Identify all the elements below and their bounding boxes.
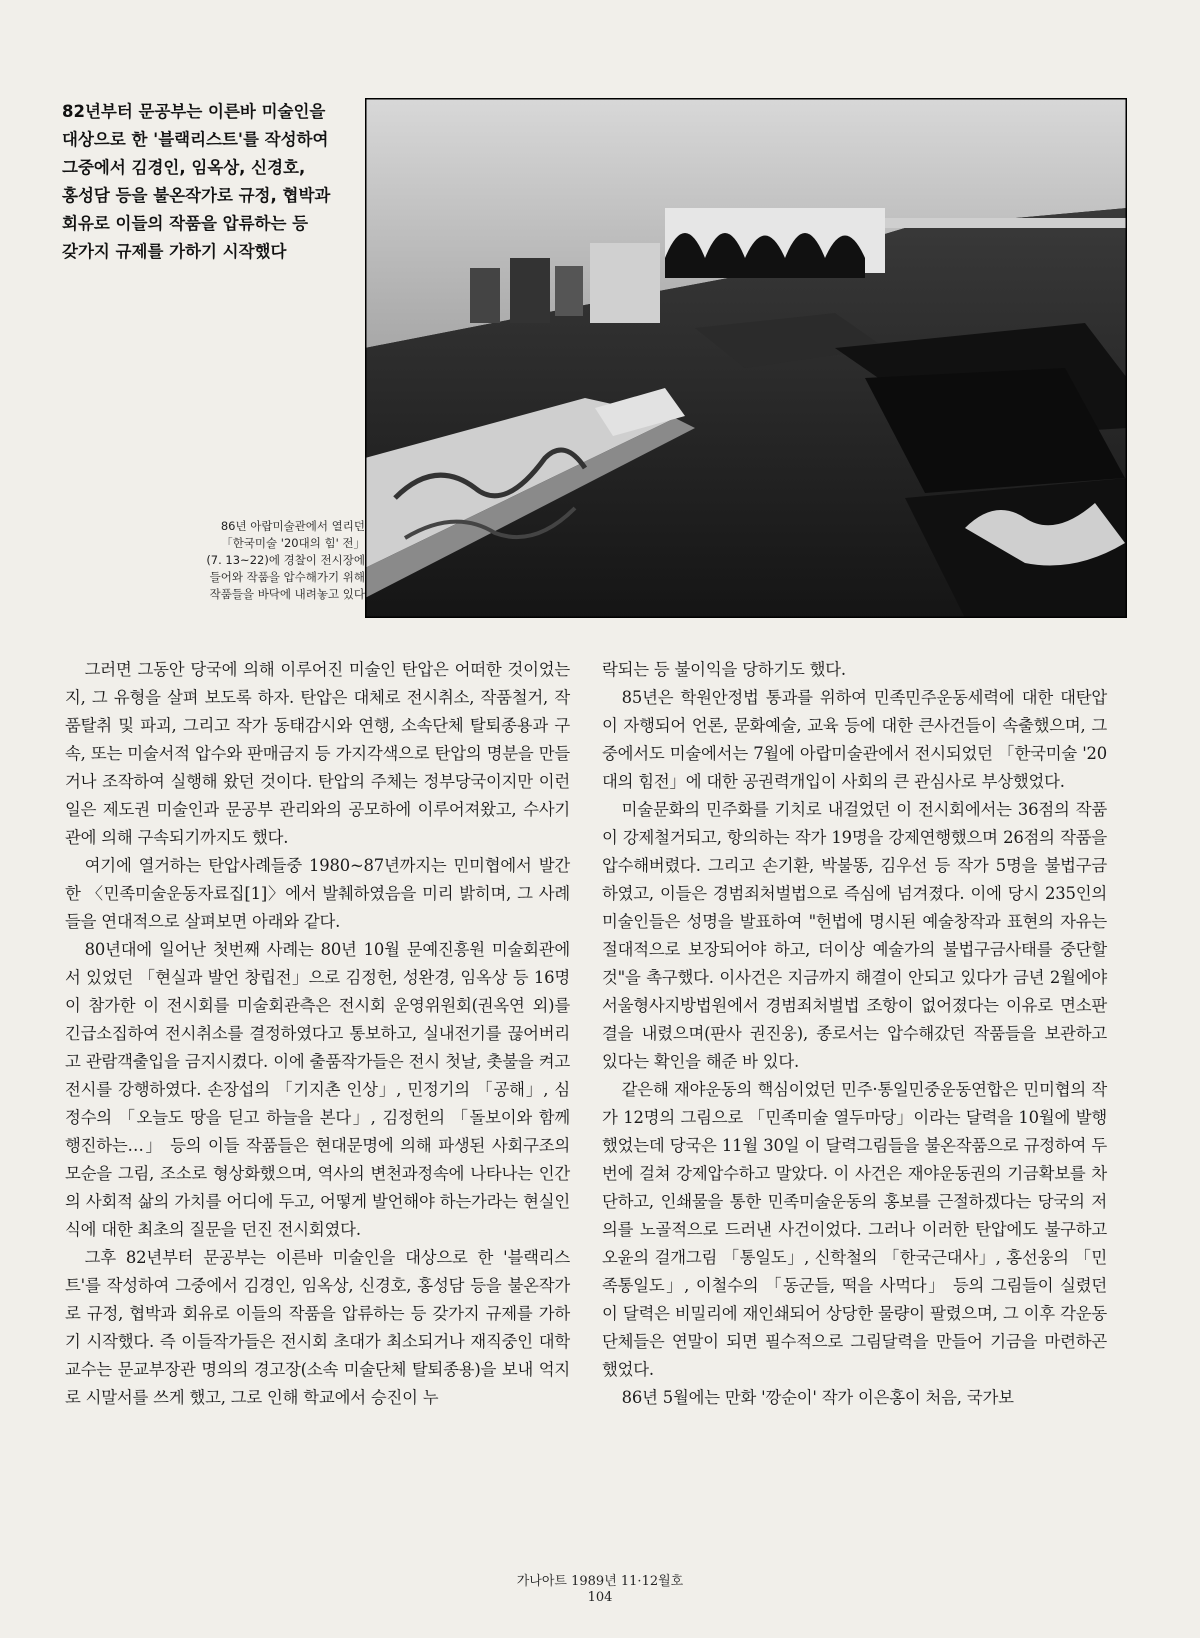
paragraph: 그러면 그동안 당국에 의해 이루어진 미술인 탄압은 어떠한 것이었는지, 그 유형을 살펴 보도록 하자. 탄압은 대체로 전시취소, 작품철거, 작품탈취 및 파괴, 그리고 작가 동태감시와 연행, 소속단체 탈퇴종용과 구속, 또는 미술서적 압수와 판매금지 등 가지각색으로 탄압의 명분을 만들거나 조작하여 실행해 왔던 것이다. 탄압의 주체는 정부당국이지만 이런 일은 제도권 미술인과 문공부 관리와의 공모하에 이루어져왔고, 수사기관에 의해 구속되기까지도 했다. xyxy=(65,660,570,847)
article-column-right xyxy=(602,656,1107,1412)
caption-line: 들어와 작품을 압수해가기 위해 xyxy=(209,570,365,584)
pull-quote-line: 그중에서 김경인, 임옥상, 신경호, xyxy=(62,158,306,177)
paragraph: 86년 5월에는 만화 '깡순이' 작가 이은홍이 처음, 국가보 xyxy=(621,1388,1014,1407)
paragraph: 그후 82년부터 문공부는 이른바 미술인을 대상으로 한 '블랙리스트'를 작성하여 그중에서 김경인, 임옥상, 신경호, 홍성담 등을 불온작가로 규정, 협박과 회유로 이들의 작품을 압류하는 등 갖가지 규제를 가하기 시작했다. 즉 이들작가들은 전시회 초대가 최소되거나 재직중인 대학교수는 문교부장관 명의의 경고장(소속 미술단체 탈퇴종용)을 보내 억지로 시말서를 쓰게 했고, 그로 인해 학교에서 승진이 누 xyxy=(65,1248,570,1407)
paragraph: 85년은 학원안정법 통과를 위하여 민족민주운동세력에 대한 대탄압이 자행되어 언론, 문화예술, 교육 등에 대한 큰사건들이 속출했으며, 그중에서도 미술에서는 7월에 아랍미술관에서 전시되었던 「한국미술 '20대의 힘전」에 대한 공권력개입이 사회의 큰 관심사로 부상했었다. xyxy=(602,688,1107,791)
caption-line: 「한국미술 '20대의 힘' 전」 xyxy=(221,536,365,550)
photo-caption xyxy=(140,518,365,603)
caption-line: (7. 13~22)에 경찰이 전시장에 xyxy=(206,553,365,567)
photo-illustration xyxy=(365,98,1127,618)
pull-quote-line: 갖가지 규제를 가하기 시작했다 xyxy=(62,242,287,261)
pull-quote-line: 회유로 이들의 작품을 압류하는 등 xyxy=(62,214,309,233)
paragraph: 같은해 재야운동의 핵심이었던 민주·통일민중운동연합은 민미협의 작가 12명의 그림으로 「민족미술 열두마당」이라는 달력을 10월에 발행했었는데 당국은 11월 30일 이 달력그림들을 불온작품으로 규정하여 두번에 걸쳐 강제압수하고 말았다. 이 사건은 재야운동권의 기금확보를 차단하고, 인쇄물을 통한 민족미술운동의 홍보를 근절하겠다는 당국의 저의를 노골적으로 드러낸 사건이었다. 그러나 이러한 탄압에도 불구하고 오윤의 걸개그림 「통일도」, 신학철의 「한국근대사」, 홍선웅의 「민족통일도」, 이철수의 「동군들, 떡을 사먹다」 등의 그림들이 실렸던 이 달력은 비밀리에 재인쇄되어 상당한 물량이 팔렸으며, 그 이후 각운동단체들은 연말이 되면 필수적으로 그림달력을 만들어 기금을 마련하곤 했었다. xyxy=(602,1080,1107,1379)
page-footer xyxy=(0,1574,1200,1606)
paragraph: 락되는 등 불이익을 당하기도 했다. xyxy=(602,660,846,679)
page-number: 104 xyxy=(587,1590,613,1605)
pull-quote-line: 82년부터 문공부는 이른바 미술인을 xyxy=(62,102,326,121)
pull-quote xyxy=(62,98,360,266)
paragraph: 미술문화의 민주화를 기치로 내걸었던 이 전시회에서는 36점의 작품이 강제철거되고, 항의하는 작가 19명을 강제연행했으며 26점의 작품을 압수해버렸다. 그리고 손기환, 박불똥, 김우선 등 작가 5명을 불법구금 하였고, 이들은 경범죄처벌법으로 즉심에 넘겨졌다. 이에 당시 235인의 미술인들은 성명을 발표하여 "헌법에 명시된 예술창작과 표현의 자유는 절대적으로 보장되어야 하고, 더이상 예술가의 불법구금사태를 중단할 것"을 촉구했다. 이사건은 지금까지 해결이 안되고 있다가 금년 2월에야 서울형사지방법원에서 경범죄처벌법 조항이 없어졌다는 이유로 면소판결을 내렸으며(판사 권진웅), 종로서는 압수해갔던 작품들을 보관하고 있다는 확인을 해준 바 있다. xyxy=(602,800,1107,1071)
publication-issue: 가나아트 1989년 11·12월호 xyxy=(516,1574,684,1589)
paragraph: 80년대에 일어난 첫번째 사례는 80년 10월 문예진흥원 미술회관에서 있었던 「현실과 발언 창립전」으로 김정헌, 성완경, 임옥상 등 16명이 참가한 이 전시회를 미술회관측은 전시회 운영위원회(권옥연 외)를 긴급소집하여 전시취소를 결정하였다고 통보하고, 실내전기를 끊어버리고 관람객출입을 금지시켰다. 이에 출품작가들은 전시 첫날, 촛불을 켜고 전시를 강행하였다. 손장섭의 「기지촌 인상」, 민정기의 「공해」, 심정수의 「오늘도 땅을 딛고 하늘을 본다」, 김정헌의 「돌보이와 함께 행진하는…」 등의 이들 작품들은 현대문명에 의해 파생된 사회구조의 모순을 그림, 조소로 형상화했으며, 역사의 변천과정속에 나타나는 인간의 사회적 삶의 가치를 어디에 두고, 어떻게 발언해야 하는가라는 현실인식에 대한 최초의 질문을 던진 전시회였다. xyxy=(65,940,570,1239)
caption-line: 86년 아랍미술관에서 열리던 xyxy=(220,519,365,533)
exhibition-photo xyxy=(365,98,1127,618)
caption-line: 작품들을 바닥에 내려놓고 있다 xyxy=(209,587,365,601)
paragraph: 여기에 열거하는 탄압사례들중 1980~87년까지는 민미협에서 발간한 〈민족미술운동자료집[1]〉에서 발췌하였음을 미리 밝히며, 그 사례들을 연대적으로 살펴보면 아래와 같다. xyxy=(65,856,570,931)
pull-quote-line: 홍성담 등을 불온작가로 규정, 협박과 xyxy=(62,186,331,205)
article-column-left xyxy=(65,656,570,1412)
pull-quote-line: 대상으로 한 '블랙리스트'를 작성하여 xyxy=(62,130,329,149)
